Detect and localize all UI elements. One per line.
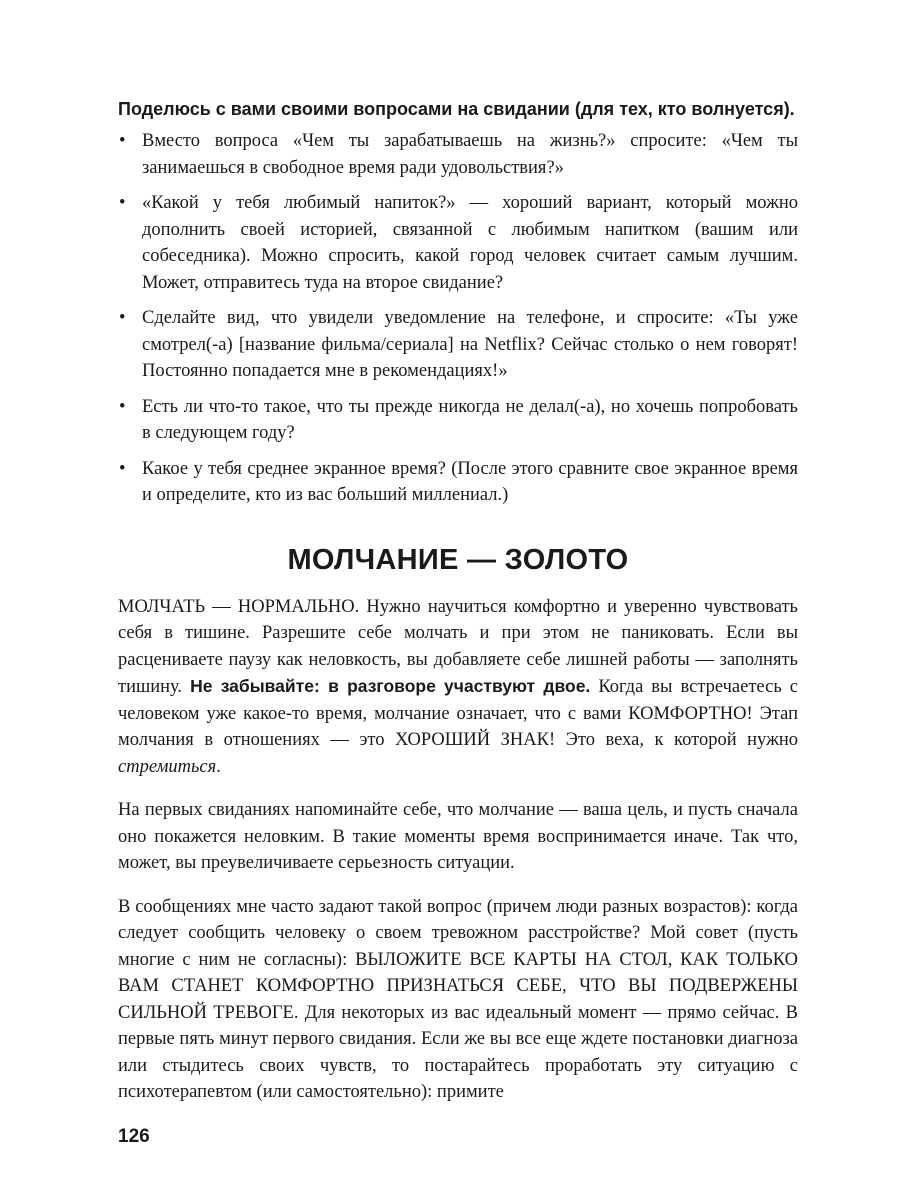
bullet-icon: • <box>119 458 126 479</box>
paragraph-text: МОЛЧАТЬ — НОРМАЛЬНО. Нужно научиться комфортно и уверенно чувствовать себя в тишине. Разрешите себе молчать и при этом не паниковать. Если вы расцениваете паузу как неловкость, вы добавляете себе лишней работы — заполнять тишину. <box>118 596 798 697</box>
intro-heading: Поделюсь с вами своими вопросами на свидании (для тех, кто волнуется). <box>118 99 795 119</box>
list-item <box>118 456 798 509</box>
body-paragraph <box>118 594 798 781</box>
page-number: 126 <box>118 1126 150 1147</box>
paragraph-text: Когда вы встречаетесь с человеком уже какое-то время, молчание означает, что с вами КОМФОРТНО! Этап молчания в отношениях — это ХОРОШИЙ ЗНАК! Это веха, к которой нужно <box>118 677 798 750</box>
list-item <box>118 190 798 296</box>
body-paragraph: В сообщениях мне часто задают такой вопрос (причем люди разных возрастов): когда следует сообщить человеку о своем тревожном расстройстве? Мой совет (пусть многие с ним не согласны): ВЫЛОЖИТЕ ВСЕ КАРТЫ НА СТОЛ, КАК ТОЛЬКО ВАМ СТАНЕТ КОМФОРТНО ПРИЗНАТЬСЯ СЕБЕ, ЧТО ВЫ ПОДВЕРЖЕНЫ СИЛЬНОЙ ТРЕВОГЕ. Для некоторых из вас идеальный момент — прямо сейчас. В первые пять минут первого свидания. Если же вы все еще ждете постановки диагноза или стыдитесь своих чувств, то постарайтесь проработать эту ситуацию с психотерапевтом (или самостоятельно): примите <box>118 896 798 1102</box>
list-item-text: Сделайте вид, что увидели уведомление на телефоне, и спросите: «Ты уже смотрел(-а) [название фильма/сериала] на Netflix? Сейчас столько о нем говорят! Постоянно попадается мне в рекомендациях!» <box>142 308 798 381</box>
list-item <box>118 305 798 385</box>
italic-emphasis: стремиться <box>118 756 217 777</box>
bullet-icon: • <box>119 193 126 213</box>
paragraph-text: . <box>216 756 221 777</box>
list-item-text: «Какой у тебя любимый напиток?» — хороший вариант, который можно дополнить своей историей, связанной с любимым напитком (вашим или собеседника). Можно спросить, какой город человек считает самым лучшим. Может, отправитесь туда на второе свидание? <box>142 193 798 293</box>
list-item-text: Какое у тебя среднее экранное время? (После этого сравните свое экранное время и определите, кто из вас больший миллениал.) <box>142 458 798 505</box>
bullet-icon: • <box>119 396 126 417</box>
bullet-icon: • <box>119 131 126 151</box>
page-content <box>118 96 798 1123</box>
list-item <box>118 394 798 447</box>
body-paragraph: На первых свиданиях напоминайте себе, что молчание — ваша цель, и пусть сначала оно покажется неловким. В такие моменты время воспринимается иначе. Так что, может, вы преувеличиваете серьезность ситуации. <box>118 800 798 873</box>
bold-emphasis: Не забывайте: в разговоре участвуют двое. <box>190 676 591 696</box>
bullet-icon: • <box>119 308 126 328</box>
list-item <box>118 128 798 181</box>
list-item-text: Есть ли что-то такое, что ты прежде никогда не делал(-а), но хочешь попробовать в следующем году? <box>142 396 798 443</box>
question-list <box>118 128 798 509</box>
section-title: МОЛЧАНИЕ — ЗОЛОТО <box>287 543 629 576</box>
list-item-text: Вместо вопроса «Чем ты зарабатываешь на жизнь?» спросите: «Чем ты занимаешься в свободное время ради удовольствия?» <box>142 131 798 178</box>
